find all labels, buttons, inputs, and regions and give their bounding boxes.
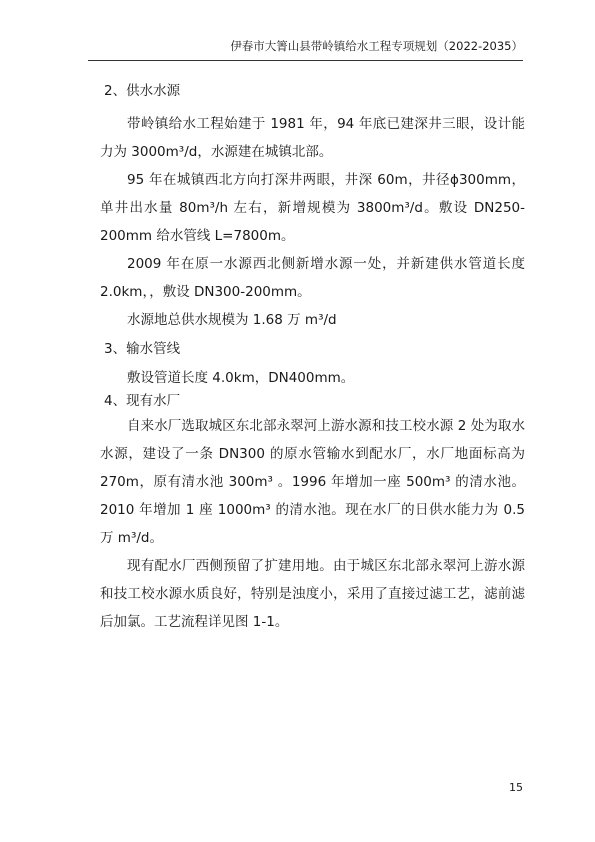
- page-header: [88, 38, 523, 61]
- section-heading-transmission: 3、输水管线: [104, 341, 181, 357]
- paragraph-expansion: 现有配水厂西侧预留了扩建用地。由于城区东北部永翠河上游水源和技工校水源水质良好，特别是浊度小，采用了直接过滤工艺，滤前滤后加氯。工艺流程详见图 1-1。: [100, 558, 525, 630]
- paragraph-history: 带岭镇给水工程始建于 1981 年，94 年底已建深井三眼，设计能力为 3000m³/d，水源建在城镇北部。: [100, 116, 525, 160]
- section-heading-water-source: 2、供水水源: [104, 83, 181, 99]
- paragraph-1995-wells: 95 年在城镇西北方向打深井两眼，井深 60m，井径ϕ300mm，单井出水量 80m³/h 左右，新增规模为 3800m³/d。敷设 DN250-200mm 给水管线 L=7800m。: [100, 172, 525, 244]
- page-number: 15: [509, 781, 523, 794]
- paragraph-total-capacity: 水源地总供水规模为 1.68 万 m³/d: [127, 312, 337, 328]
- paragraph-pipe-length: 敷设管道长度 4.0km，DN400mm。: [127, 370, 355, 386]
- header-title: 伊春市大箐山县带岭镇给水工程专项规划（2022-2035）: [230, 39, 523, 53]
- section-heading-existing-plant: 4、现有水厂: [104, 393, 181, 409]
- document-body: [100, 76, 525, 636]
- paragraph-water-plant: 自来水厂选取城区东北部永翠河上游水源和技工校水源 2 处为取水水源，建设了一条 DN300 的原水管输水到配水厂，水厂地面标高为 270m，原有清水池 300m³ 。1996 年增加一座 500m³ 的清水池。2010 年增加 1 座 1000m³ 的清水池。现在水厂的日供水能力为 0.5 万 m³/d。: [100, 418, 525, 546]
- paragraph-2009-source: 2009 年在原一水源西北侧新增水源一处，并新建供水管道长度 2.0km，，敷设 DN300-200mm。: [100, 256, 525, 300]
